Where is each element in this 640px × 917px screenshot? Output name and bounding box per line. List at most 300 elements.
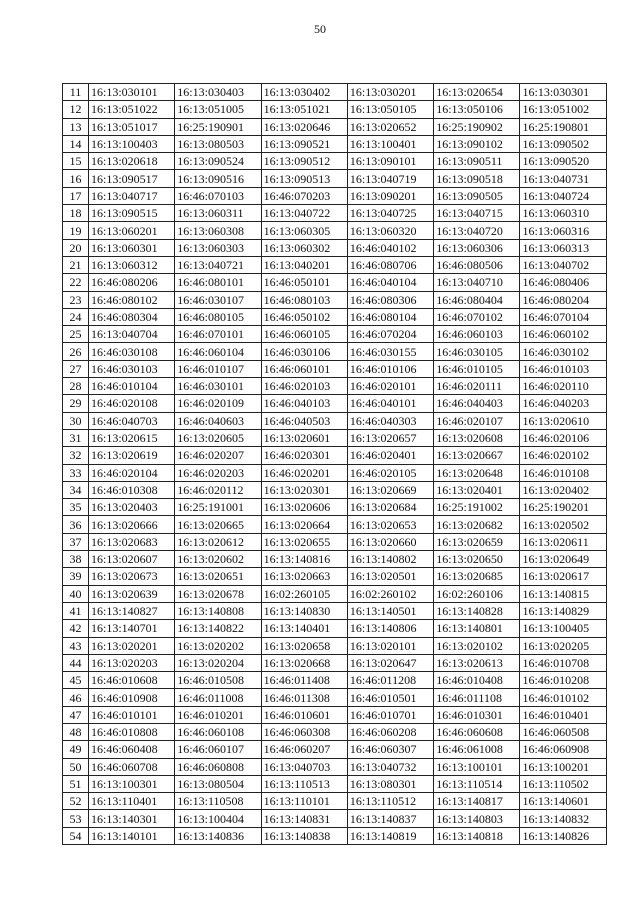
cadastral-number-cell: 16:46:020207 — [175, 447, 261, 464]
cadastral-number-cell: 16:46:010908 — [89, 689, 175, 706]
cadastral-number-cell: 16:46:020106 — [520, 429, 606, 446]
cadastral-number-cell: 16:46:060908 — [520, 741, 606, 758]
cadastral-number-cell: 16:13:020685 — [434, 568, 520, 585]
cadastral-number-cell: 16:13:020683 — [89, 533, 175, 550]
cadastral-number-cell: 16:46:060408 — [89, 741, 175, 758]
cadastral-number-cell: 16:46:060208 — [347, 723, 433, 740]
cadastral-number-cell: 16:13:020667 — [434, 447, 520, 464]
cadastral-number-cell: 16:46:010108 — [520, 464, 606, 481]
cadastral-number-cell: 16:13:080504 — [175, 775, 261, 792]
cadastral-number-cell: 16:46:080206 — [89, 274, 175, 291]
cadastral-number-cell: 16:25:191002 — [434, 499, 520, 516]
table-row — [63, 499, 607, 516]
table-row — [63, 637, 607, 654]
table-row — [63, 274, 607, 291]
cadastral-number-cell: 16:02:260105 — [261, 585, 347, 602]
row-number: 18 — [63, 205, 89, 222]
cadastral-number-cell: 16:46:010501 — [347, 689, 433, 706]
cadastral-number-cell: 16:13:140401 — [261, 620, 347, 637]
cadastral-number-cell: 16:13:080301 — [347, 775, 433, 792]
row-number: 43 — [63, 637, 89, 654]
cadastral-number-cell: 16:13:060305 — [261, 222, 347, 239]
row-number: 50 — [63, 758, 89, 775]
cadastral-number-cell: 16:13:060320 — [347, 222, 433, 239]
cadastral-number-cell: 16:46:030103 — [89, 360, 175, 377]
cadastral-number-cell: 16:46:060102 — [520, 326, 606, 343]
row-number: 37 — [63, 533, 89, 550]
cadastral-number-cell: 16:13:040717 — [89, 187, 175, 204]
row-number: 45 — [63, 672, 89, 689]
cadastral-number-cell: 16:13:020608 — [434, 429, 520, 446]
cadastral-number-cell: 16:46:030108 — [89, 343, 175, 360]
cadastral-number-cell: 16:46:010301 — [434, 706, 520, 723]
cadastral-number-cell: 16:46:060104 — [175, 343, 261, 360]
cadastral-number-cell: 16:13:020664 — [261, 516, 347, 533]
cadastral-number-cell: 16:13:140838 — [261, 827, 347, 844]
table-row — [63, 741, 607, 758]
row-number: 27 — [63, 360, 89, 377]
cadastral-number-cell: 16:13:140501 — [347, 602, 433, 619]
cadastral-number-cell: 16:13:060301 — [89, 239, 175, 256]
cadastral-number-cell: 16:46:020104 — [89, 464, 175, 481]
cadastral-number-cell: 16:46:030101 — [175, 378, 261, 395]
cadastral-number-cell: 16:13:020652 — [347, 118, 433, 135]
cadastral-number-cell: 16:46:011408 — [261, 672, 347, 689]
cadastral-number-cell: 16:13:020101 — [347, 637, 433, 654]
cadastral-number-cell: 16:13:020201 — [89, 637, 175, 654]
cadastral-number-cell: 16:25:190201 — [520, 499, 606, 516]
row-number: 40 — [63, 585, 89, 602]
cadastral-number-cell: 16:13:040724 — [520, 187, 606, 204]
cadastral-number-cell: 16:13:140830 — [261, 602, 347, 619]
row-number: 52 — [63, 793, 89, 810]
cadastral-number-cell: 16:13:140818 — [434, 827, 520, 844]
cadastral-number-cell: 16:13:020648 — [434, 464, 520, 481]
cadastral-number-cell: 16:13:040201 — [261, 256, 347, 273]
cadastral-number-cell: 16:13:020501 — [347, 568, 433, 585]
cadastral-number-cell: 16:13:140803 — [434, 810, 520, 827]
cadastral-number-cell: 16:13:020205 — [520, 637, 606, 654]
row-number: 49 — [63, 741, 89, 758]
cadastral-number-cell: 16:13:020655 — [261, 533, 347, 550]
table-row — [63, 101, 607, 118]
cadastral-number-cell: 16:13:020611 — [520, 533, 606, 550]
cadastral-number-cell: 16:46:060108 — [175, 723, 261, 740]
cadastral-number-cell: 16:13:020202 — [175, 637, 261, 654]
cadastral-number-cell: 16:25:190901 — [175, 118, 261, 135]
cadastral-number-cell: 16:13:100405 — [520, 620, 606, 637]
row-number: 17 — [63, 187, 89, 204]
cadastral-number-cell: 16:13:090520 — [520, 153, 606, 170]
cadastral-number-cell: 16:46:010201 — [175, 706, 261, 723]
row-number: 39 — [63, 568, 89, 585]
cadastral-number-cell: 16:46:040703 — [89, 412, 175, 429]
cadastral-number-cell: 16:13:140836 — [175, 827, 261, 844]
cadastral-number-cell: 16:13:020668 — [261, 654, 347, 671]
table-row — [63, 343, 607, 360]
cadastral-number-cell: 16:13:040725 — [347, 205, 433, 222]
cadastral-number-cell: 16:46:060105 — [261, 326, 347, 343]
table-row — [63, 378, 607, 395]
cadastral-number-cell: 16:13:020613 — [434, 654, 520, 671]
cadastral-number-cell: 16:13:020617 — [520, 568, 606, 585]
cadastral-number-cell: 16:46:010104 — [89, 378, 175, 395]
cadastral-number-cell: 16:13:020615 — [89, 429, 175, 446]
table-row — [63, 118, 607, 135]
cadastral-number-cell: 16:46:070101 — [175, 326, 261, 343]
table-row — [63, 568, 607, 585]
table-row — [63, 256, 607, 273]
cadastral-number-cell: 16:13:040710 — [434, 274, 520, 291]
cadastral-number-cell: 16:13:030403 — [175, 84, 261, 101]
cadastral-number-cell: 16:46:020401 — [347, 447, 433, 464]
table-row — [63, 481, 607, 498]
cadastral-number-cell: 16:13:110512 — [347, 793, 433, 810]
table-row — [63, 827, 607, 844]
cadastral-number-cell: 16:13:100201 — [520, 758, 606, 775]
cadastral-number-cell: 16:13:050106 — [434, 101, 520, 118]
row-number: 16 — [63, 170, 89, 187]
cadastral-number-cell: 16:46:020109 — [175, 395, 261, 412]
cadastral-number-cell: 16:46:080204 — [520, 291, 606, 308]
cadastral-number-cell: 16:13:140827 — [89, 602, 175, 619]
cadastral-number-cell: 16:13:100301 — [89, 775, 175, 792]
row-number: 38 — [63, 551, 89, 568]
table-row — [63, 360, 607, 377]
cadastral-number-cell: 16:46:020301 — [261, 447, 347, 464]
table-body — [63, 84, 607, 845]
cadastral-number-cell: 16:13:140819 — [347, 827, 433, 844]
cadastral-number-cell: 16:13:020646 — [261, 118, 347, 135]
cadastral-number-cell: 16:46:010103 — [520, 360, 606, 377]
cadastral-number-cell: 16:46:060608 — [434, 723, 520, 740]
row-number: 22 — [63, 274, 89, 291]
cadastral-number-cell: 16:46:020105 — [347, 464, 433, 481]
cadastral-number-cell: 16:46:040403 — [434, 395, 520, 412]
table-row — [63, 153, 607, 170]
cadastral-number-cell: 16:13:110508 — [175, 793, 261, 810]
cadastral-number-cell: 16:46:030107 — [175, 291, 261, 308]
cadastral-number-cell: 16:13:140808 — [175, 602, 261, 619]
cadastral-number-cell: 16:13:090102 — [434, 135, 520, 152]
cadastral-number-cell: 16:13:060310 — [520, 205, 606, 222]
cadastral-number-cell: 16:13:020654 — [434, 84, 520, 101]
cadastral-number-cell: 16:13:090511 — [434, 153, 520, 170]
cadastral-number-cell: 16:46:080406 — [520, 274, 606, 291]
cadastral-number-cell: 16:46:010401 — [520, 706, 606, 723]
cadastral-number-cell: 16:13:020601 — [261, 429, 347, 446]
row-number: 33 — [63, 464, 89, 481]
cadastral-number-cell: 16:13:060302 — [261, 239, 347, 256]
cadastral-number-cell: 16:13:020653 — [347, 516, 433, 533]
cadastral-number-cell: 16:13:051005 — [175, 101, 261, 118]
cadastral-number-cell: 16:13:051022 — [89, 101, 175, 118]
cadastral-number-cell: 16:13:030201 — [347, 84, 433, 101]
cadastral-number-cell: 16:13:060312 — [89, 256, 175, 273]
cadastral-number-cell: 16:46:011008 — [175, 689, 261, 706]
row-number: 26 — [63, 343, 89, 360]
table-row — [63, 602, 607, 619]
cadastral-number-cell: 16:13:020658 — [261, 637, 347, 654]
cadastral-number-cell: 16:13:020665 — [175, 516, 261, 533]
cadastral-number-cell: 16:13:140822 — [175, 620, 261, 637]
cadastral-number-cell: 16:13:060313 — [520, 239, 606, 256]
table-row — [63, 775, 607, 792]
cadastral-number-cell: 16:13:020647 — [347, 654, 433, 671]
table-row — [63, 326, 607, 343]
cadastral-number-cell: 16:46:060207 — [261, 741, 347, 758]
cadastral-number-cell: 16:13:140701 — [89, 620, 175, 637]
cadastral-number-cell: 16:13:020649 — [520, 551, 606, 568]
cadastral-number-cell: 16:46:060101 — [261, 360, 347, 377]
cadastral-number-cell: 16:46:040303 — [347, 412, 433, 429]
cadastral-number-cell: 16:13:090201 — [347, 187, 433, 204]
cadastral-number-cell: 16:13:040719 — [347, 170, 433, 187]
cadastral-number-cell: 16:46:080102 — [89, 291, 175, 308]
table-row — [63, 464, 607, 481]
cadastral-number-cell: 16:46:020108 — [89, 395, 175, 412]
cadastral-number-cell: 16:46:010701 — [347, 706, 433, 723]
cadastral-number-cell: 16:46:010208 — [520, 672, 606, 689]
row-number: 21 — [63, 256, 89, 273]
table-row — [63, 308, 607, 325]
cadastral-number-cell: 16:46:080706 — [347, 256, 433, 273]
cadastral-number-cell: 16:13:020607 — [89, 551, 175, 568]
cadastral-number-cell: 16:13:100401 — [347, 135, 433, 152]
cadastral-number-cell: 16:13:040722 — [261, 205, 347, 222]
cadastral-number-cell: 16:46:060708 — [89, 758, 175, 775]
row-number: 51 — [63, 775, 89, 792]
cadastral-number-cell: 16:13:050105 — [347, 101, 433, 118]
cadastral-number-cell: 16:13:140817 — [434, 793, 520, 810]
cadastral-number-cell: 16:13:020659 — [434, 533, 520, 550]
table-row — [63, 810, 607, 827]
cadastral-number-cell: 16:46:010708 — [520, 654, 606, 671]
cadastral-number-cell: 16:46:080306 — [347, 291, 433, 308]
cadastral-number-cell: 16:25:190801 — [520, 118, 606, 135]
table-row — [63, 170, 607, 187]
cadastral-number-cell: 16:46:030106 — [261, 343, 347, 360]
cadastral-number-cell: 16:46:010107 — [175, 360, 261, 377]
cadastral-number-cell: 16:13:020403 — [89, 499, 175, 516]
cadastral-number-cell: 16:46:020203 — [175, 464, 261, 481]
row-number: 28 — [63, 378, 89, 395]
cadastral-number-cell: 16:13:140826 — [520, 827, 606, 844]
cadastral-number-cell: 16:13:060308 — [175, 222, 261, 239]
row-number: 12 — [63, 101, 89, 118]
cadastral-number-cell: 16:46:040102 — [347, 239, 433, 256]
cadastral-number-cell: 16:13:060311 — [175, 205, 261, 222]
cadastral-number-cell: 16:13:090516 — [175, 170, 261, 187]
cadastral-number-cell: 16:13:020602 — [175, 551, 261, 568]
row-number: 34 — [63, 481, 89, 498]
cadastral-number-cell: 16:13:090518 — [434, 170, 520, 187]
cadastral-number-cell: 16:13:090101 — [347, 153, 433, 170]
table-row — [63, 239, 607, 256]
cadastral-number-cell: 16:13:140816 — [261, 551, 347, 568]
cadastral-number-cell: 16:13:110502 — [520, 775, 606, 792]
cadastral-number-cell: 16:13:110401 — [89, 793, 175, 810]
cadastral-number-cell: 16:46:070103 — [175, 187, 261, 204]
cadastral-number-cell: 16:46:030155 — [347, 343, 433, 360]
row-number: 35 — [63, 499, 89, 516]
cadastral-number-cell: 16:13:040721 — [175, 256, 261, 273]
cadastral-number-cell: 16:13:040731 — [520, 170, 606, 187]
cadastral-number-cell: 16:46:010102 — [520, 689, 606, 706]
row-number: 19 — [63, 222, 89, 239]
cadastral-number-cell: 16:13:110513 — [261, 775, 347, 792]
table-row — [63, 187, 607, 204]
cadastral-number-cell: 16:13:100101 — [434, 758, 520, 775]
cadastral-number-cell: 16:46:020102 — [520, 447, 606, 464]
cadastral-number-cell: 16:13:020619 — [89, 447, 175, 464]
cadastral-number-cell: 16:46:020112 — [175, 481, 261, 498]
cadastral-number-cell: 16:13:020605 — [175, 429, 261, 446]
cadastral-number-cell: 16:13:020663 — [261, 568, 347, 585]
cadastral-number-cell: 16:46:010508 — [175, 672, 261, 689]
cadastral-number-cell: 16:13:090521 — [261, 135, 347, 152]
row-number: 29 — [63, 395, 89, 412]
cadastral-number-cell: 16:13:140829 — [520, 602, 606, 619]
cadastral-number-cell: 16:46:040603 — [175, 412, 261, 429]
table-row — [63, 291, 607, 308]
cadastral-number-cell: 16:13:020203 — [89, 654, 175, 671]
cadastral-number-cell: 16:46:010601 — [261, 706, 347, 723]
cadastral-number-cell: 16:13:020639 — [89, 585, 175, 602]
row-number: 20 — [63, 239, 89, 256]
cadastral-number-cell: 16:13:090512 — [261, 153, 347, 170]
cadastral-number-cell: 16:13:020684 — [347, 499, 433, 516]
cadastral-number-cell: 16:46:010105 — [434, 360, 520, 377]
cadastral-number-cell: 16:13:100403 — [89, 135, 175, 152]
cadastral-number-cell: 16:13:090524 — [175, 153, 261, 170]
row-number: 11 — [63, 84, 89, 101]
table-row — [63, 551, 607, 568]
cadastral-number-cell: 16:46:060508 — [520, 723, 606, 740]
table-row — [63, 412, 607, 429]
cadastral-number-cell: 16:13:020666 — [89, 516, 175, 533]
cadastral-number-cell: 16:13:060306 — [434, 239, 520, 256]
cadastral-number-cell: 16:46:080304 — [89, 308, 175, 325]
table-row — [63, 205, 607, 222]
cadastral-number-cell: 16:46:080104 — [347, 308, 433, 325]
cadastral-number-cell: 16:46:040101 — [347, 395, 433, 412]
cadastral-number-cell: 16:46:030105 — [434, 343, 520, 360]
cadastral-number-cell: 16:02:260106 — [434, 585, 520, 602]
cadastral-number-cell: 16:13:020102 — [434, 637, 520, 654]
cadastral-number-cell: 16:25:190902 — [434, 118, 520, 135]
cadastral-number-cell: 16:13:110514 — [434, 775, 520, 792]
table-row — [63, 706, 607, 723]
row-number: 30 — [63, 412, 89, 429]
table-row — [63, 793, 607, 810]
cadastral-number-cell: 16:13:140815 — [520, 585, 606, 602]
cadastral-number-cell: 16:46:080105 — [175, 308, 261, 325]
cadastral-number-cell: 16:46:060308 — [261, 723, 347, 740]
row-number: 54 — [63, 827, 89, 844]
cadastral-number-cell: 16:13:020618 — [89, 153, 175, 170]
cadastral-number-cell: 16:13:100404 — [175, 810, 261, 827]
cadastral-number-cell: 16:46:010408 — [434, 672, 520, 689]
table-row — [63, 689, 607, 706]
cadastral-number-cell: 16:13:051017 — [89, 118, 175, 135]
cadastral-number-cell: 16:46:070203 — [261, 187, 347, 204]
cadastral-number-cell: 16:13:140837 — [347, 810, 433, 827]
cadastral-number-cell: 16:13:020650 — [434, 551, 520, 568]
cadastral-number-cell: 16:13:020678 — [175, 585, 261, 602]
cadastral-number-cell: 16:46:020201 — [261, 464, 347, 481]
table-row — [63, 222, 607, 239]
cadastral-number-cell: 16:13:090517 — [89, 170, 175, 187]
table-row — [63, 84, 607, 101]
cadastral-number-cell: 16:13:060201 — [89, 222, 175, 239]
table-row — [63, 447, 607, 464]
row-number: 41 — [63, 602, 89, 619]
cadastral-number-cell: 16:13:020651 — [175, 568, 261, 585]
cadastral-number-cell: 16:13:140828 — [434, 602, 520, 619]
table-row — [63, 135, 607, 152]
cadastral-number-cell: 16:13:020301 — [261, 481, 347, 498]
cadastral-number-cell: 16:13:051021 — [261, 101, 347, 118]
cadastral-number-cell: 16:13:040715 — [434, 205, 520, 222]
cadastral-number-cell: 16:13:140301 — [89, 810, 175, 827]
row-number: 42 — [63, 620, 89, 637]
row-number: 48 — [63, 723, 89, 740]
cadastral-number-cell: 16:46:080506 — [434, 256, 520, 273]
cadastral-number-cell: 16:13:140832 — [520, 810, 606, 827]
cadastral-number-cell: 16:46:020107 — [434, 412, 520, 429]
cadastral-number-cell: 16:46:070102 — [434, 308, 520, 325]
cadastral-number-cell: 16:46:050102 — [261, 308, 347, 325]
cadastral-number-cell: 16:46:080101 — [175, 274, 261, 291]
cadastral-number-cell: 16:13:040720 — [434, 222, 520, 239]
cadastral-number-cell: 16:13:020612 — [175, 533, 261, 550]
table-row — [63, 654, 607, 671]
cadastral-number-cell: 16:46:040203 — [520, 395, 606, 412]
cadastral-number-cell: 16:13:030101 — [89, 84, 175, 101]
cadastral-number-cell: 16:13:140831 — [261, 810, 347, 827]
cadastral-number-cell: 16:13:020657 — [347, 429, 433, 446]
cadastral-number-cell: 16:13:090513 — [261, 170, 347, 187]
cadastral-number-cell: 16:46:060808 — [175, 758, 261, 775]
cadastral-number-cell: 16:13:030301 — [520, 84, 606, 101]
cadastral-number-cell: 16:46:011208 — [347, 672, 433, 689]
cadastral-number-cell: 16:46:080404 — [434, 291, 520, 308]
cadastral-number-cell: 16:13:140601 — [520, 793, 606, 810]
cadastral-number-cell: 16:13:110101 — [261, 793, 347, 810]
cadastral-number-cell: 16:46:050101 — [261, 274, 347, 291]
cadastral-number-cell: 16:46:060107 — [175, 741, 261, 758]
table-row — [63, 620, 607, 637]
cadastral-number-cell: 16:13:060316 — [520, 222, 606, 239]
cadastral-number-cell: 16:13:060303 — [175, 239, 261, 256]
row-number: 46 — [63, 689, 89, 706]
cadastral-number-cell: 16:13:020682 — [434, 516, 520, 533]
page-number: 50 — [314, 22, 326, 36]
cadastral-number-cell: 16:46:040103 — [261, 395, 347, 412]
table-row — [63, 429, 607, 446]
cadastral-number-cell: 16:46:061008 — [434, 741, 520, 758]
row-number: 44 — [63, 654, 89, 671]
table-row — [63, 533, 607, 550]
table-row — [63, 585, 607, 602]
cadastral-number-cell: 16:46:070104 — [520, 308, 606, 325]
cadastral-number-cell: 16:02:260102 — [347, 585, 433, 602]
cadastral-number-cell: 16:13:090515 — [89, 205, 175, 222]
cadastral-number-cell: 16:13:020502 — [520, 516, 606, 533]
cadastral-number-cell: 16:13:080503 — [175, 135, 261, 152]
cadastral-number-cell: 16:13:040702 — [520, 256, 606, 273]
